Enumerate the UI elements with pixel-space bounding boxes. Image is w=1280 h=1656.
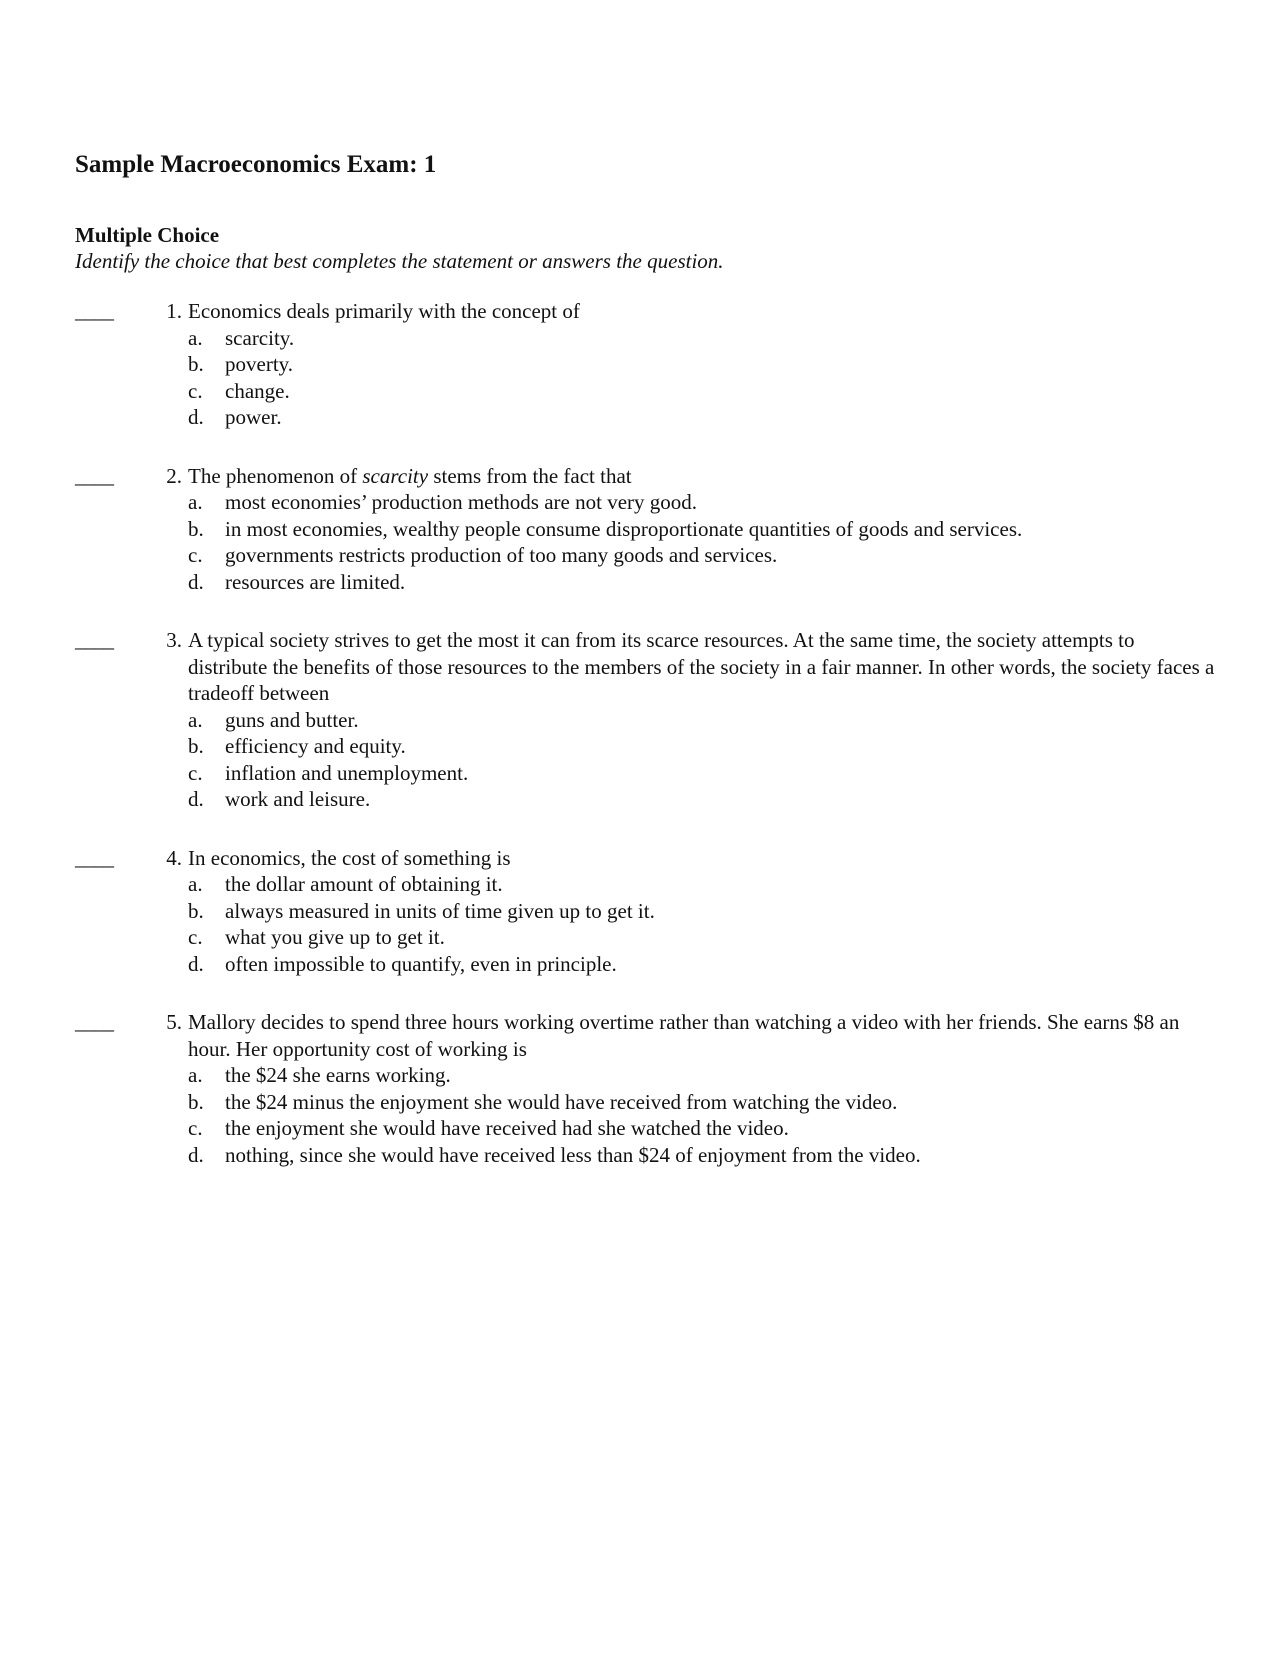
option-b[interactable] xyxy=(188,516,1215,543)
question-4 xyxy=(75,845,1215,978)
option-letter: d. xyxy=(188,405,204,429)
option-letter: b. xyxy=(188,1089,204,1114)
option-text: governments restricts production of too many goods and services. xyxy=(225,543,778,567)
option-a[interactable] xyxy=(188,871,1215,898)
answer-blank[interactable]: ____ xyxy=(75,463,113,488)
option-text: what you give up to get it. xyxy=(225,925,445,949)
option-d[interactable] xyxy=(188,1142,1215,1169)
option-text: scarcity. xyxy=(225,325,295,350)
option-a[interactable] xyxy=(188,707,1215,734)
option-letter: b. xyxy=(188,516,204,541)
exam-page xyxy=(75,150,1215,1200)
option-letter: c. xyxy=(188,378,203,403)
question-text xyxy=(188,1009,1215,1062)
question-list xyxy=(75,298,1215,1168)
question-text xyxy=(188,845,1215,872)
question-number: 3. xyxy=(166,628,182,652)
option-letter: c. xyxy=(188,543,203,567)
option-letter: b. xyxy=(188,898,204,923)
option-b[interactable] xyxy=(188,1089,1215,1116)
question-text-part: The phenomenon of xyxy=(188,463,363,488)
option-text: resources are limited. xyxy=(225,569,406,594)
option-letter: b. xyxy=(188,734,204,758)
option-letter: a. xyxy=(188,325,203,350)
answer-blank[interactable]: ____ xyxy=(75,1010,113,1034)
option-text: the enjoyment she would have received had she watched the video. xyxy=(225,1116,789,1140)
question-text-part: stems from the fact that xyxy=(428,463,632,488)
option-text: often impossible to quantify, even in principle. xyxy=(225,951,617,976)
option-text: the $24 minus the enjoyment she would have received from watching the video. xyxy=(225,1089,898,1114)
option-c[interactable] xyxy=(188,542,1215,569)
option-c[interactable] xyxy=(188,924,1215,951)
option-c[interactable] xyxy=(188,378,1215,405)
option-text: in most economies, wealthy people consume disproportionate quantities of goods and services. xyxy=(225,516,1023,541)
answer-blank[interactable]: ____ xyxy=(75,628,113,652)
question-text-part: Economics deals primarily with the concept of xyxy=(188,299,580,323)
option-letter: c. xyxy=(188,760,203,785)
question-3 xyxy=(75,627,1215,813)
section-heading: Multiple Choice xyxy=(75,223,220,247)
option-text: inflation and unemployment. xyxy=(225,760,469,785)
option-letter: a. xyxy=(188,872,203,896)
instructions: Identify the choice that best completes the statement or answers the question. xyxy=(75,249,724,273)
option-text: poverty. xyxy=(225,352,294,376)
question-number: 5. xyxy=(166,1010,182,1034)
option-letter: a. xyxy=(188,707,203,732)
question-text-part: A typical society strives to get the most it can from its scarce resources. At the same time, the society attempts to distribute the benefits of those resources to the members of the society in a fair manner. In other words, the society faces a tradeoff between xyxy=(188,628,1215,705)
option-text: guns and butter. xyxy=(225,707,359,732)
question-1 xyxy=(75,298,1215,431)
option-letter: a. xyxy=(188,490,203,514)
option-letter: c. xyxy=(188,1116,203,1140)
question-text-part: In economics, the cost of something is xyxy=(188,845,511,870)
question-text xyxy=(188,627,1215,707)
question-number: 4. xyxy=(166,845,182,870)
option-text: change. xyxy=(225,378,290,403)
exam-title: Sample Macroeconomics Exam: 1 xyxy=(75,151,437,178)
question-5 xyxy=(75,1009,1215,1168)
answer-blank[interactable]: ____ xyxy=(75,299,113,323)
option-a[interactable] xyxy=(188,1062,1215,1089)
question-text xyxy=(188,298,1215,325)
option-letter: d. xyxy=(188,951,204,976)
option-letter: b. xyxy=(188,352,204,376)
option-letter: d. xyxy=(188,1142,204,1167)
question-text-part: Mallory decides to spend three hours working overtime rather than watching a video with her friends. She earns $8 an hour. Her opportunity cost of working is xyxy=(188,1010,1180,1061)
option-a[interactable] xyxy=(188,325,1215,352)
answer-options xyxy=(75,871,1215,977)
option-letter: d. xyxy=(188,787,204,811)
answer-options xyxy=(75,325,1215,431)
option-letter: d. xyxy=(188,569,204,594)
answer-options xyxy=(75,707,1215,813)
answer-options xyxy=(75,489,1215,595)
option-d[interactable] xyxy=(188,404,1215,431)
option-text: efficiency and equity. xyxy=(225,734,406,758)
option-d[interactable] xyxy=(188,786,1215,813)
option-d[interactable] xyxy=(188,569,1215,596)
answer-blank[interactable]: ____ xyxy=(75,845,113,870)
question-number: 2. xyxy=(166,463,182,488)
option-text: the $24 she earns working. xyxy=(225,1063,451,1087)
option-a[interactable] xyxy=(188,489,1215,516)
option-text: nothing, since she would have received less than $24 of enjoyment from the video. xyxy=(225,1142,921,1167)
option-d[interactable] xyxy=(188,951,1215,978)
option-text: always measured in units of time given up to get it. xyxy=(225,898,655,923)
option-text: the dollar amount of obtaining it. xyxy=(225,872,503,896)
option-letter: c. xyxy=(188,925,203,949)
option-c[interactable] xyxy=(188,760,1215,787)
question-2 xyxy=(75,463,1215,596)
option-b[interactable] xyxy=(188,898,1215,925)
option-c[interactable] xyxy=(188,1115,1215,1142)
option-letter: a. xyxy=(188,1063,203,1087)
option-text: power. xyxy=(225,405,282,429)
option-b[interactable] xyxy=(188,733,1215,760)
question-number: 1. xyxy=(166,299,182,323)
option-text: work and leisure. xyxy=(225,787,371,811)
option-b[interactable] xyxy=(188,351,1215,378)
question-text-emphasis: scarcity xyxy=(362,463,429,488)
question-text xyxy=(188,463,1215,490)
option-text: most economies’ production methods are not very good. xyxy=(225,490,698,514)
answer-options xyxy=(75,1062,1215,1168)
